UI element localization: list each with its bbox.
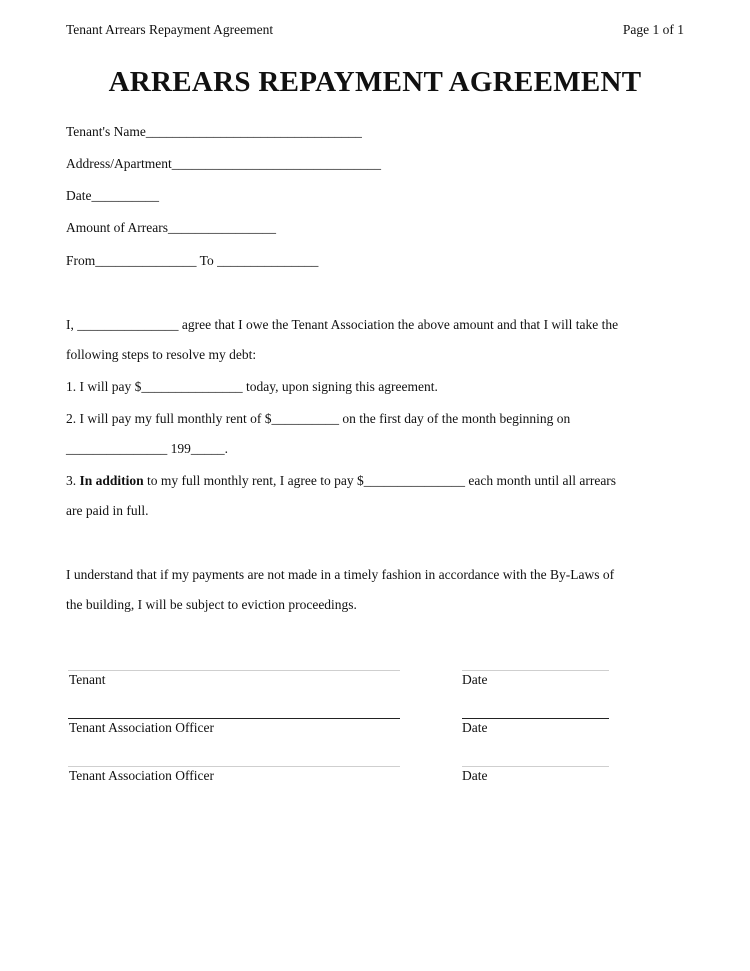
step-3-line2: are paid in full. <box>66 503 149 518</box>
officer1-signature-label: Tenant Association Officer <box>69 720 215 735</box>
step-1: 1. I will pay $_______________ today, upon signing this agreement. <box>66 379 438 394</box>
tenant-name-field: Tenant's Name________________________________ <box>66 124 362 139</box>
officer2-date-label: Date <box>462 768 488 783</box>
officer1-date-label: Date <box>462 720 488 735</box>
step-2-line2: _______________ 199_____. <box>66 441 228 456</box>
step-3-rest: to my full monthly rent, I agree to pay $_______________ each month until all arrears <box>143 473 617 488</box>
officer2-date-line <box>462 766 609 767</box>
header-document-name: Tenant Arrears Repayment Agreement <box>66 22 274 37</box>
step-3-line1 <box>66 473 616 489</box>
tenant-signature-line <box>68 670 400 671</box>
date-field: Date__________ <box>66 188 159 203</box>
officer2-signature-line <box>68 766 400 767</box>
document-title: ARREARS REPAYMENT AGREEMENT <box>108 66 642 98</box>
eviction-paragraph-line2: the building, I will be subject to eviction proceedings. <box>66 597 357 612</box>
header-page-number: Page 1 of 1 <box>622 22 684 37</box>
step-2-line1: 2. I will pay my full monthly rent of $__________ on the first day of the month beginning on <box>66 411 571 426</box>
agreement-paragraph-line1: I, _______________ agree that I owe the Tenant Association the above amount and that I will take the <box>66 317 619 332</box>
officer2-signature-label: Tenant Association Officer <box>69 768 215 783</box>
eviction-paragraph-line1: I understand that if my payments are not made in a timely fashion in accordance with the By-Laws of <box>66 567 615 582</box>
tenant-signature-label: Tenant <box>69 672 106 687</box>
step-3-prefix: 3. <box>66 473 80 488</box>
tenant-date-label: Date <box>462 672 488 687</box>
from-to-field: From_______________ To _______________ <box>66 253 319 268</box>
tenant-date-line <box>462 670 609 671</box>
agreement-paragraph-line2: following steps to resolve my debt: <box>66 347 257 362</box>
officer1-signature-line <box>68 718 400 719</box>
address-field: Address/Apartment_______________________________ <box>66 156 381 171</box>
step-3-bold-text: In addition <box>79 473 144 488</box>
officer1-date-line <box>462 718 609 719</box>
amount-of-arrears-field: Amount of Arrears________________ <box>66 220 276 235</box>
